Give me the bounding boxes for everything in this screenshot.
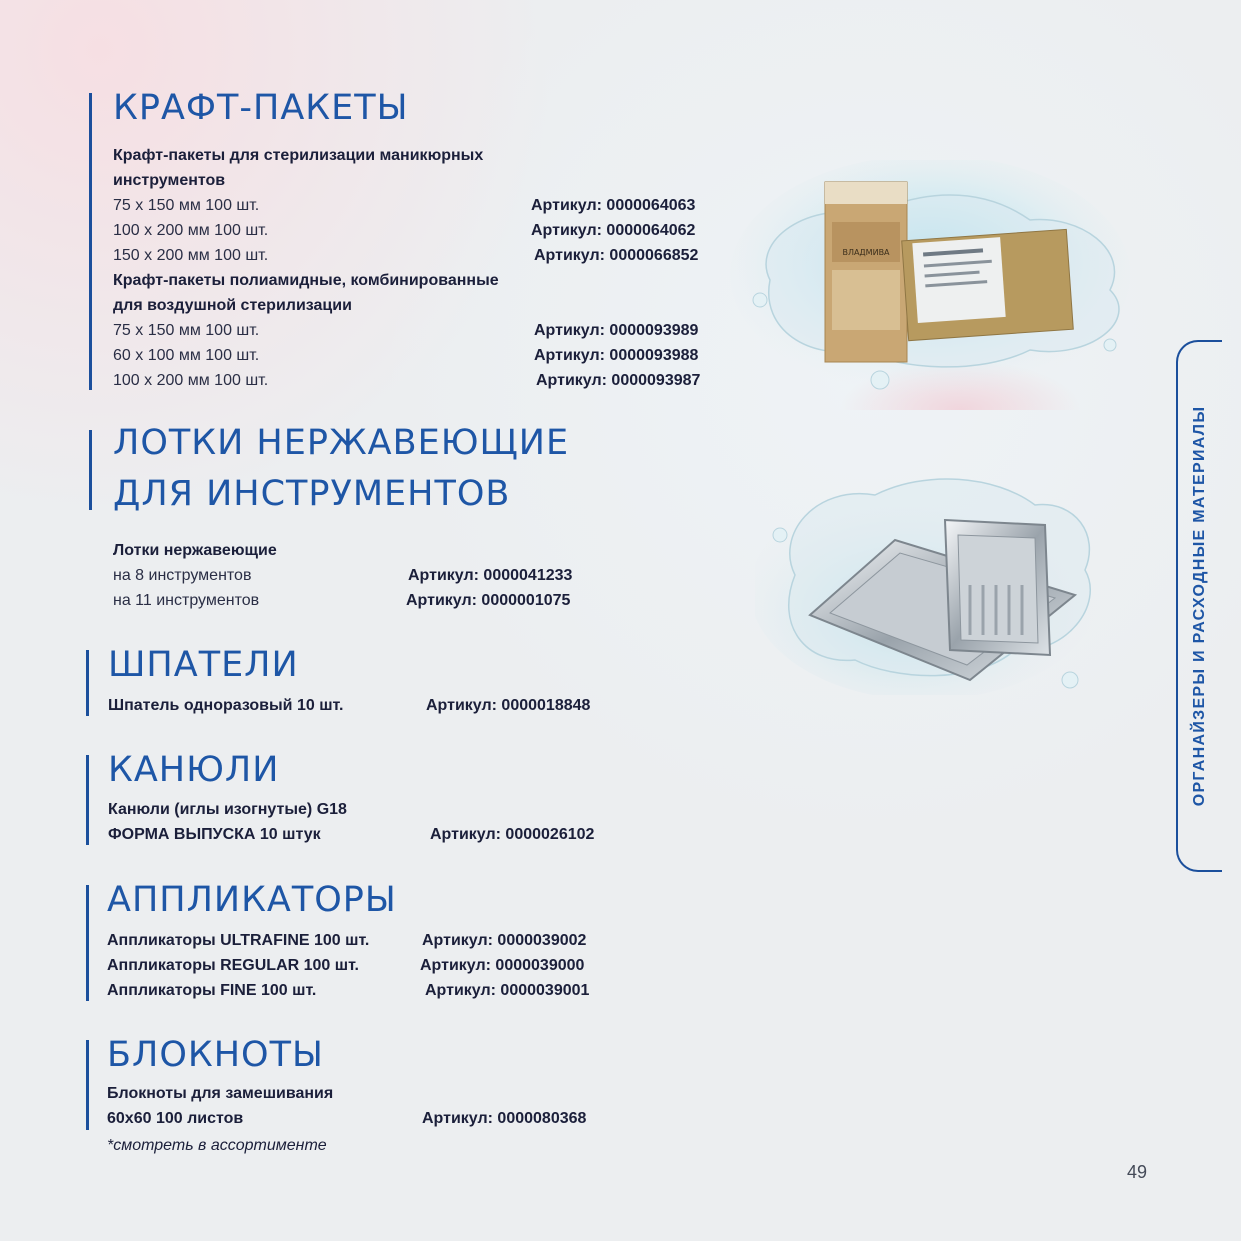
trays-item-article: Артикул: 0000001075 xyxy=(406,592,571,609)
trays-item-article: Артикул: 0000041233 xyxy=(408,567,573,584)
kraft-group1-line2: инструментов xyxy=(113,172,226,189)
stainless-trays-image xyxy=(755,465,1105,695)
trays-item-name: на 11 инструментов xyxy=(113,592,260,609)
section-bar-kraft xyxy=(89,93,92,390)
section-title-trays-line1: ЛОТКИ НЕРЖАВЕЮЩИЕ xyxy=(113,423,570,463)
section-title-applicators: АППЛИКАТОРЫ xyxy=(107,880,397,920)
kraft-group2-line1: Крафт-пакеты полиамидные, комбинированные xyxy=(113,272,499,289)
cannula-line1: Канюли (иглы изогнутые) G18 xyxy=(108,801,347,818)
kraft-group1-line1: Крафт-пакеты для стерилизации маникюрных xyxy=(113,147,484,164)
section-bar-spatulas xyxy=(86,650,89,716)
kraft-item-article: Артикул: 0000093989 xyxy=(534,322,699,339)
section-bar-trays xyxy=(89,430,92,510)
kraft-brand-label: ВЛАДМИВА xyxy=(842,248,890,257)
kraft-item-article: Артикул: 0000093988 xyxy=(534,347,699,364)
applicator-item-article: Артикул: 0000039002 xyxy=(422,932,587,949)
kraft-item-article: Артикул: 0000064062 xyxy=(531,222,696,239)
kraft-item-name: 60 х 100 мм 100 шт. xyxy=(113,347,260,364)
applicator-item-name: Аппликаторы ULTRAFINE 100 шт. xyxy=(107,932,370,949)
kraft-item-article: Артикул: 0000064063 xyxy=(531,197,696,214)
cannula-line2: ФОРМА ВЫПУСКА 10 штук xyxy=(108,826,321,843)
kraft-item-article: Артикул: 0000093987 xyxy=(536,372,701,389)
kraft-item-name: 100 х 200 мм 100 шт. xyxy=(113,372,269,389)
notepad-article: Артикул: 0000080368 xyxy=(422,1110,587,1127)
applicator-item-article: Артикул: 0000039001 xyxy=(425,982,590,999)
spatula-item-article: Артикул: 0000018848 xyxy=(426,697,591,714)
category-side-tab-label: ОРГАНАЙЗЕРЫ И РАСХОДНЫЕ МАТЕРИАЛЫ xyxy=(1191,405,1208,807)
trays-item-name: на 8 инструментов xyxy=(113,567,252,584)
notepad-line1: Блокноты для замешивания xyxy=(107,1085,334,1102)
kraft-item-name: 150 х 200 мм 100 шт. xyxy=(113,247,269,264)
assortment-note: *смотреть в ассортименте xyxy=(107,1137,327,1154)
section-bar-notepads xyxy=(86,1040,89,1130)
page-number: 49 xyxy=(1127,1162,1148,1182)
kraft-packets-image xyxy=(730,160,1170,410)
section-bar-cannulas xyxy=(86,755,89,845)
applicator-item-name: Аппликаторы FINE 100 шт. xyxy=(107,982,317,999)
category-side-tab xyxy=(1176,340,1222,872)
kraft-item-article: Артикул: 0000066852 xyxy=(534,247,699,264)
kraft-item-name: 100 х 200 мм 100 шт. xyxy=(113,222,269,239)
section-title-kraft: КРАФТ-ПАКЕТЫ xyxy=(113,88,409,128)
spatula-item-name: Шпатель одноразовый 10 шт. xyxy=(108,697,344,714)
kraft-item-name: 75 х 150 мм 100 шт. xyxy=(113,197,260,214)
kraft-group2-line2: для воздушной стерилизации xyxy=(113,297,352,314)
cannula-article: Артикул: 0000026102 xyxy=(430,826,595,843)
section-title-trays-line2: ДЛЯ ИНСТРУМЕНТОВ xyxy=(113,474,511,514)
section-title-cannulas: КАНЮЛИ xyxy=(108,750,280,790)
section-title-notepads: БЛОКНОТЫ xyxy=(107,1035,324,1075)
notepad-line2: 60х60 100 листов xyxy=(107,1110,244,1127)
applicator-item-name: Аппликаторы REGULAR 100 шт. xyxy=(107,957,359,974)
section-title-spatulas: ШПАТЕЛИ xyxy=(108,645,299,685)
trays-group: Лотки нержавеющие xyxy=(113,542,277,559)
kraft-item-name: 75 х 150 мм 100 шт. xyxy=(113,322,260,339)
section-bar-applicators xyxy=(86,885,89,1001)
applicator-item-article: Артикул: 0000039000 xyxy=(420,957,585,974)
